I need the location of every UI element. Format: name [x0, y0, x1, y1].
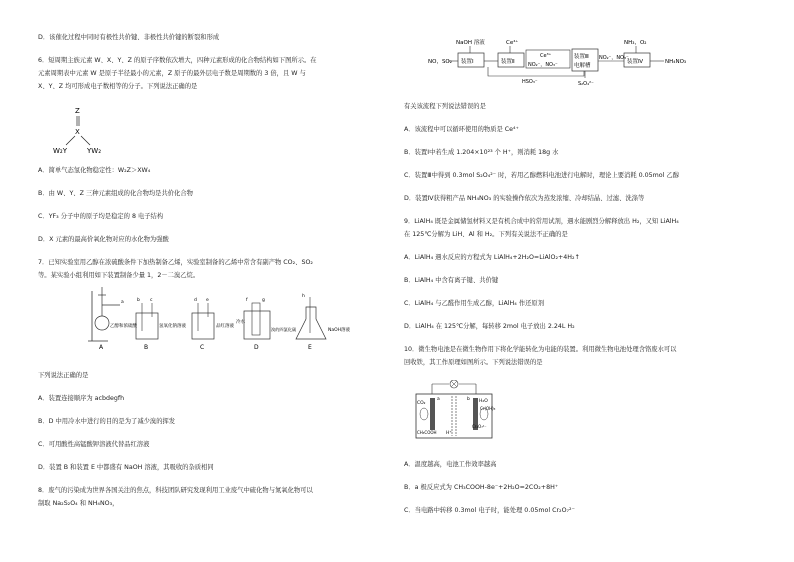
struct-mid: X: [75, 128, 80, 136]
q8-stem-line2: 制取 Na₂S₂O₄ 和 NH₄NO₃，: [38, 500, 119, 507]
q7-apparatus-figure: [88, 283, 358, 355]
struct-left: W₂Y: [53, 147, 68, 155]
flow-mid23: NO₂⁻，NO₃⁻: [528, 62, 558, 68]
label-e: E: [308, 344, 312, 351]
q6-option-b: B．由 W、Y、Z 三种元素组成的化合物均是共价化合物: [38, 190, 193, 197]
flow-option-b: B．装置Ⅰ中若生成 1.204×10²³ 个 H⁺，则消耗 18g 水: [404, 149, 559, 156]
letter-h: h: [302, 294, 305, 299]
device-3-label: 装置Ⅲ: [574, 54, 589, 60]
cell-h-plus: H⁺: [446, 431, 452, 436]
q6-stem-line2: 元素周期表中元素 W 是原子半径最小的元素，Z 原子的最外层电子数是周期数的 3 倍，且 W 与: [38, 70, 306, 77]
cell-h2o: H₂O: [479, 399, 488, 404]
cell-a: a: [437, 397, 440, 402]
electrode-a: [430, 398, 435, 430]
q6-structure-figure: [53, 105, 113, 157]
struct-top: Z: [75, 107, 80, 115]
apparatus-a: [88, 287, 137, 351]
q8-flow-diagram: [428, 36, 728, 86]
letter-f: f: [246, 298, 248, 303]
label-c: C: [200, 344, 205, 351]
cell-b: b: [467, 397, 470, 402]
q7-prompt: 下列说法正确的是: [38, 372, 89, 379]
q7-option-a: A．装置连接顺序为 acbdegfh: [38, 395, 125, 402]
q6-stem-line3: X、Y、Z 均可形成电子数相等的分子。下列说法正确的是: [38, 83, 198, 90]
q10-option-a: A．温度越高，电池工作效率越高: [404, 461, 497, 468]
q9-option-d: D．LiAlH₄ 在 125℃分解，每转移 2mol 电子放出 2.24L H₂: [404, 323, 575, 330]
apparatus-c: [192, 297, 234, 351]
flow-option-c: C．装置Ⅲ中得到 0.3mol S₂O₄²⁻ 时，若用乙醇燃料电池进行电解时，理论上要消耗 0.05mol 乙醇: [404, 172, 680, 179]
q6-option-d: D．X 元素的最高价氧化物对应的水化物为强酸: [38, 236, 169, 243]
flow-option-d: D．装置Ⅳ获得粗产品 NH₄NO₃ 的实验操作依次为蒸发浓缩、冷却结晶、过滤、洗涤等: [404, 195, 645, 202]
q10-option-c: C．当电路中转移 0.3mol 电子时，能处理 0.05mol Cr₂O₇²⁻: [404, 507, 575, 514]
flow-prompt: 有关该流程下列说法错误的是: [404, 103, 486, 110]
device-3-sublabel: 电解槽: [574, 63, 591, 69]
flow-s2o4: S₂O₄²⁻: [578, 81, 594, 86]
letter-c: c: [150, 298, 153, 303]
cell-ch3cooh: CH₃COOH: [417, 430, 437, 435]
q6-option-a: A．简单气态氢化物稳定性：W₂Z＞XW₄: [38, 167, 151, 174]
label-ethanol: 乙醇和浓硫酸: [110, 324, 137, 329]
cell-croh3: Cr(OH)₃: [480, 406, 496, 411]
q6-stem-line1: 6．短周期主族元素 W、X、Y、Z 的原子序数依次增大，四种元素形成的化合物结构如下图所示。在: [38, 57, 317, 64]
apparatus-b: [136, 297, 186, 351]
q10-cell-figure: [412, 380, 498, 442]
apparatus-d: [236, 297, 297, 351]
letter-a: a: [121, 300, 124, 305]
q9-stem-line2: 在 125℃分解为 LiH、Al 和 H₂。下列有关说法不正确的是: [404, 231, 568, 238]
q7-option-b: B．D 中用冷水中进行的目的是为了减少溴的挥发: [38, 418, 176, 425]
q6-option-c: C．YF₃ 分子中的原子均是稳定的 8 电子结构: [38, 213, 164, 220]
q10-stem-line2: 回收铁，其工作原理如图所示。下列说法错误的是: [404, 359, 543, 366]
flow-out3: NO₂⁻，NO₃⁻: [599, 55, 629, 61]
cell-cr2o7: Cr₂O₇²⁻: [472, 424, 487, 429]
apparatus-e: [296, 293, 351, 351]
device-4-label: 装置Ⅳ: [627, 59, 644, 65]
q7-option-c: C．可用酸性高锰酸钾溶液代替品红溶液: [38, 441, 150, 448]
struct-right: YW₂: [87, 147, 102, 155]
label-cold-water: 冷水: [236, 320, 245, 325]
flow-option-a: A．该流程中可以循环使用的物质是 Ce⁴⁺: [404, 126, 519, 133]
label-bromine: 溴的四氯化碳: [271, 327, 297, 332]
cell-co2: CO₂: [417, 401, 426, 406]
label-d: D: [254, 344, 259, 351]
flow-hso3: HSO₃⁻: [522, 79, 538, 85]
flow-nh3-o2: NH₃，O₂: [624, 40, 647, 46]
device-2-label: 装置Ⅱ: [501, 59, 515, 65]
label-naoh-b: 氢氧化钠溶液: [159, 324, 186, 329]
flow-ce3: Ce³⁺: [540, 53, 552, 59]
letter-e: e: [206, 298, 209, 303]
label-pinhong: 品红溶液: [216, 324, 234, 329]
flow-ce4: Ce⁴⁺: [506, 40, 519, 46]
letter-g: g: [262, 298, 265, 303]
letter-b: b: [137, 298, 140, 303]
q5-option-d: D．该催化过程中同时有极性共价键、非极性共价键的断裂和形成: [38, 34, 220, 41]
label-b: B: [144, 344, 149, 351]
flow-feed: NO，SO₂: [428, 59, 452, 65]
q9-option-b: B．LiAlH₄ 中含有离子键、共价键: [404, 277, 499, 284]
q9-option-c: C．LiAlH₄ 与乙醛作用生成乙醇，LiAlH₄ 作还原剂: [404, 300, 545, 307]
letter-d: d: [194, 298, 197, 303]
label-a: A: [99, 344, 104, 351]
q9-stem-line1: 9．LiAlH₄ 既是金属储氢材料又是有机合成中的常用试剂，遇水能剧烈分解释放出 H₂，又知 LiAlH₄: [404, 218, 679, 225]
device-1-label: 装置Ⅰ: [461, 59, 474, 65]
q7-stem-line1: 7．已知实验室用乙醇在浓硫酸条件下加热制备乙烯，实验室制备的乙烯中常含有副产物 CO₂、SO₂: [38, 259, 313, 266]
flow-naoh: NaOH 溶液: [456, 40, 485, 46]
q7-option-d: D．装置 B 和装置 E 中都盛有 NaOH 溶液，其吸收的杂质相同: [38, 464, 214, 471]
q8-stem-line1: 8．废气的污染成为世界各国关注的焦点，科技团队研究发现利用工业废气中硫化物与氮氧化物可以: [38, 487, 313, 494]
flow-product: NH₄NO₃: [665, 59, 687, 65]
q9-option-a: A．LiAlH₄ 遇水反应的方程式为 LiAlH₄+2H₂O=LiAlO₂+4H₂↑: [404, 254, 580, 261]
q7-stem-line2: 等。某实验小组利用如下装置制备少量 1，2－二溴乙烷。: [38, 272, 200, 279]
label-naoh-e: NaOH溶液: [328, 328, 351, 333]
q10-option-b: B．a 极反应式为 CH₃COOH-8e⁻+2H₂O=2CO₂+8H⁺: [404, 484, 559, 491]
q10-stem-line1: 10．微生物电池是在微生物作用下将化学能转化为电能的装置。利用微生物电池处理含铬废水可以: [404, 346, 677, 353]
